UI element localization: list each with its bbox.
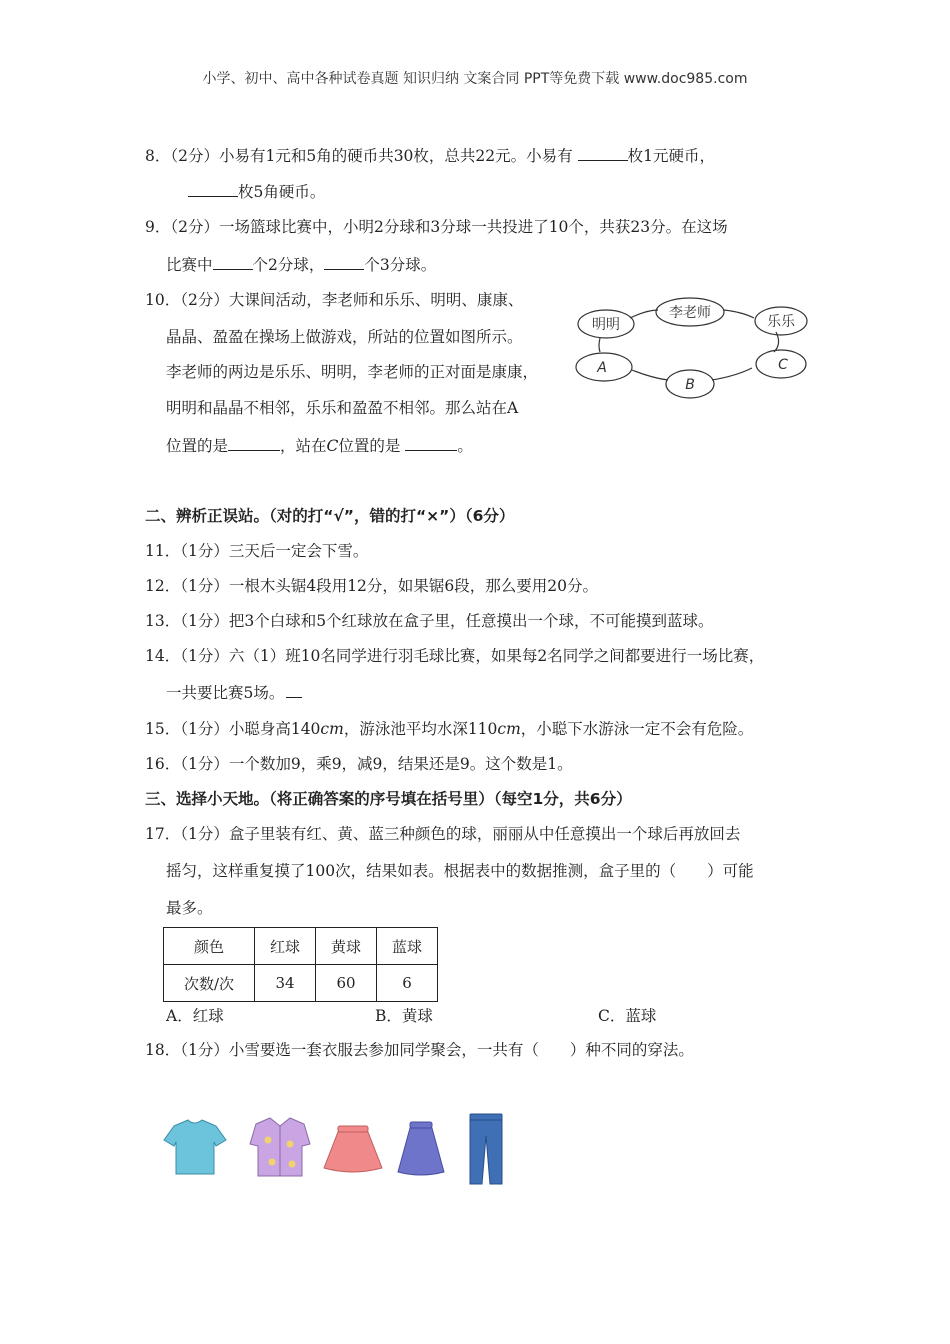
q13: 13．（1分）把3个白球和5个红球放在盒子里，任意摸出一个球，不可能摸到蓝球。 (145, 612, 714, 630)
tshirt-image (164, 1120, 226, 1174)
label-a: A (597, 360, 607, 376)
table-header-row (164, 928, 438, 965)
clothes-images (160, 1110, 520, 1190)
table-header-cell: 红球 (255, 928, 316, 965)
q17-line2: 摇匀，这样重复摸了100次，结果如表。根据表中的数据推测，盒子里的（ ）可能 (166, 862, 754, 880)
table-row (164, 965, 438, 1002)
page-header: 小学、初中、高中各种试卷真题 知识归纳 文案合同 PPT等免费下载 www.doc985.com (202, 71, 748, 87)
table-header-cell: 蓝球 (377, 928, 438, 965)
table-cell: 34 (255, 965, 316, 1002)
q10-line4: 明明和晶晶不相邻，乐乐和盈盈不相邻。那么站在A (166, 399, 519, 417)
position-diagram (572, 292, 812, 404)
q17-line1: 17．（1分）盒子里装有红、黄、蓝三种颜色的球，丽丽从中任意摸出一个球后再放回去 (145, 825, 741, 843)
option-b[interactable]: B．黄球 (375, 1007, 433, 1025)
option-c[interactable]: C．蓝球 (598, 1007, 657, 1025)
q8-blank-1[interactable] (578, 146, 628, 161)
q8-blank-2[interactable] (188, 182, 238, 197)
label-c: C (778, 357, 788, 373)
q8-line2: 枚5角硬币。 (188, 182, 325, 202)
label-b: B (685, 377, 695, 393)
q9-blank-1[interactable] (213, 255, 253, 270)
table-cell: 次数/次 (164, 965, 255, 1002)
label-right: 乐乐 (767, 314, 795, 330)
blue-skirt-image (398, 1122, 444, 1175)
option-a[interactable]: A．红球 (166, 1007, 224, 1025)
q10-blank-a[interactable] (228, 436, 280, 451)
q10-line5: 位置的是 ，站在C位置的是 。 (166, 437, 473, 455)
jeans-image (470, 1114, 502, 1184)
q9-line1: 9．（2分）一场篮球比赛中，小明2分球和3分球一共投进了10个，共获23分。在这场 (145, 218, 728, 236)
q10-blank-c[interactable] (405, 436, 457, 451)
q14-line2: 一共要比赛5场。 (166, 683, 302, 703)
q9-line2: 比赛中 个2分球， 个3分球。 (166, 256, 437, 274)
label-top: 李老师 (669, 305, 711, 321)
q8-line1: 8．（2分）小易有1元和5角的硬币共30枚，总共22元。小易有 枚1元硬币， (145, 147, 715, 165)
label-left: 明明 (592, 317, 620, 333)
q10-line1: 10．（2分）大课间活动，李老师和乐乐、明明、康康、 (145, 291, 524, 309)
q18: 18．（1分）小雪要选一套衣服去参加同学聚会，一共有（ ）种不同的穿法。 (145, 1041, 694, 1059)
table-cell: 60 (316, 965, 377, 1002)
ball-count-table (163, 927, 438, 1002)
q10-line2: 晶晶、盈盈在操场上做游戏，所站的位置如图所示。 (166, 328, 523, 346)
arc-bottom-left (632, 370, 668, 380)
section-3-title: 三、选择小天地。（将正确答案的序号填在括号里）（每空1分，共6分） (145, 790, 632, 808)
q16: 16．（1分）一个数加9，乘9，减9，结果还是9。这个数是1。 (145, 755, 573, 773)
table-header-cell: 颜色 (164, 928, 255, 965)
section-2-title: 二、辨析正误站。（对的打“√”，错的打“×”）（6分） (145, 507, 515, 525)
q10-line3: 李老师的两边是乐乐、明明，李老师的正对面是康康， (166, 363, 539, 381)
q9-blank-2[interactable] (324, 255, 364, 270)
arc-left (599, 338, 600, 352)
blouse-image (250, 1118, 310, 1176)
q17-line3: 最多。 (166, 899, 213, 917)
arc-top-right (724, 310, 754, 318)
table-cell: 6 (377, 965, 438, 1002)
arc-top-left (630, 310, 658, 318)
arc-bottom-right (712, 368, 752, 380)
pink-skirt-image (324, 1126, 382, 1172)
q15: 15．（1分）小聪身高140cm，游泳池平均水深110cm，小聪下水游泳一定不会有危险。 (145, 720, 754, 738)
q14-line1: 14．（1分）六（1）班10名同学进行羽毛球比赛，如果每2名同学之间都要进行一场比赛， (145, 647, 765, 665)
q11: 11．（1分）三天后一定会下雪。 (145, 542, 369, 560)
table-header-cell: 黄球 (316, 928, 377, 965)
q14-blank[interactable] (286, 683, 302, 698)
q12: 12．（1分）一根木头锯4段用12分，如果锯6段，那么要用20分。 (145, 577, 599, 595)
